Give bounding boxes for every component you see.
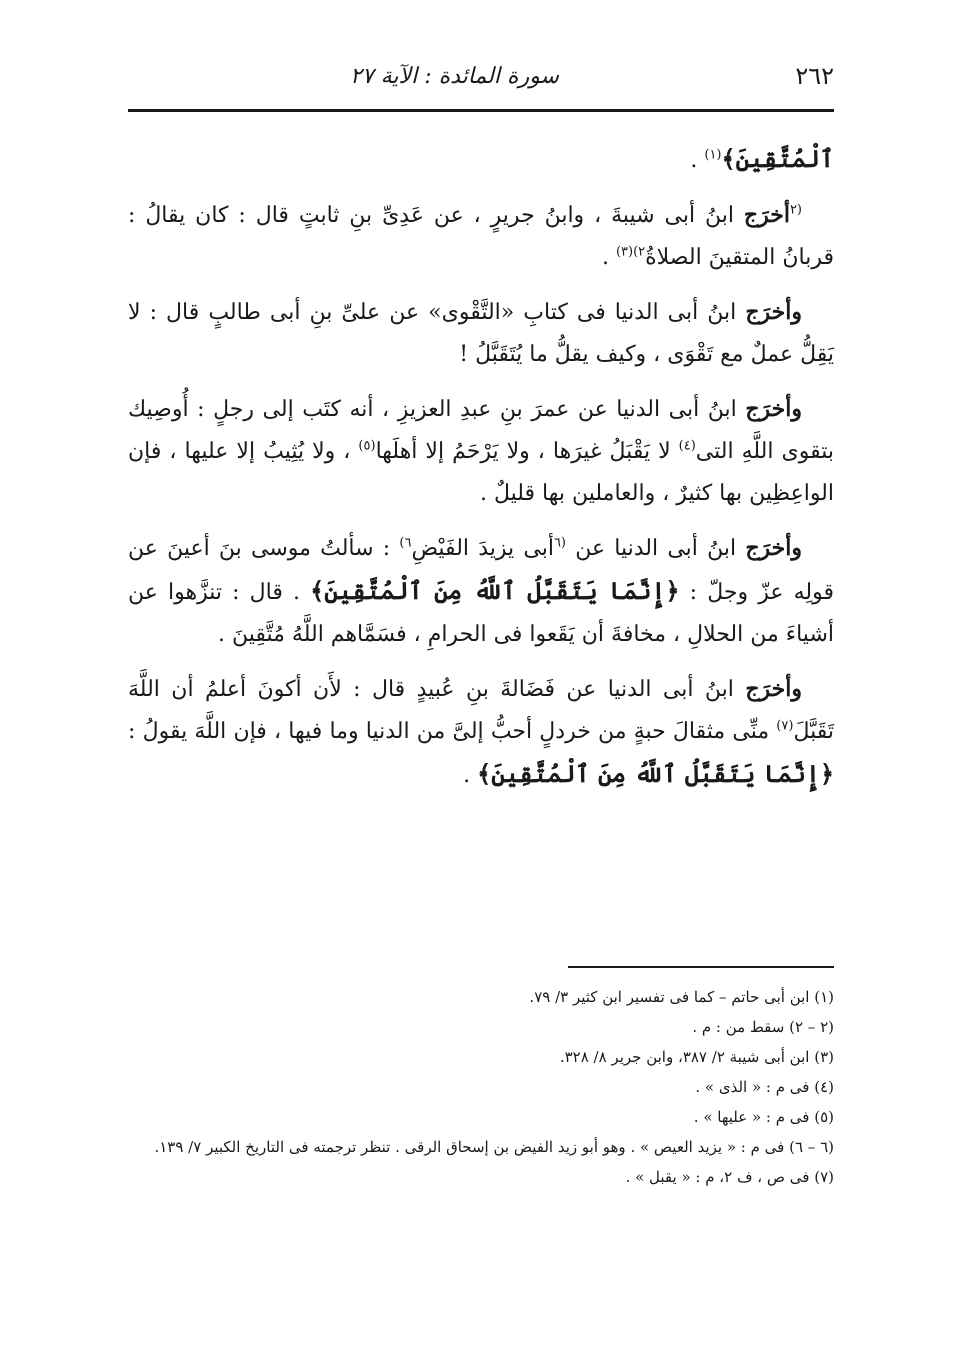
paragraph-text: ابنُ أبى الدنيا عن عمرَ بنِ عبدِ العزيزِ ، أنه كتَب إلى رجلٍ : أُوصِيك بتقوى اللَّهِ التى [128,397,834,464]
paragraph-text: . [601,245,616,270]
main-text [128,138,834,809]
footnotes [128,982,834,1192]
paragraph-fadala [128,668,834,797]
paragraph-text: : سألتُ موسى بنَ أعينَ عن قولِه عزّ وجلّ : [128,536,835,605]
footnote-ref-open: (٢ [789,202,802,218]
footnote-ref: (٥) [358,438,376,454]
paragraph-text: . [463,763,478,788]
footnote-ref: (٣) [615,244,634,260]
quran-verse: ﴿إِنَّمَا يَتَقَبَّلُ ٱللَّهُ مِنَ ٱلْمُتَّقِينَ﴾ [477,759,834,788]
quran-verse: ٱلْمُتَّقِينَ﴾ [721,144,834,173]
footnote-separator [568,966,834,968]
paragraph-text: لا يَقْبَلُ غيرَها ، ولا يَرْحَمُ إلا أهلَها [375,439,679,464]
footnote: (٧) فى ص ، ف ٢، م : « يقبل » . [625,1168,834,1186]
footnote-ref-open: (٦ [553,535,566,551]
lead-word: وأخرَج [745,676,802,702]
paragraph-ali [128,291,834,376]
paragraph-verse-ending [128,138,834,182]
lead-word: وأخرَج [745,299,803,325]
footnote: (٢ – ٢) سقط من : م . [692,1018,834,1036]
footnote: (٦ – ٦) فى م : « يزيد العيص » . وهو أبو زيد الفيض بن إسحاق الرقى . تنظر ترجمته فى التاريخ الكبير ٧/ ١٣٩. [154,1138,834,1156]
footnote-ref: (١) [704,147,722,163]
footnote-ref-close: ٢) [633,244,646,260]
lead-word: وأخرَج [745,396,802,422]
quran-verse: ﴿إِنَّمَا يَتَقَبَّلُ ٱللَّهُ مِنَ ٱلْمُتَّقِينَ﴾ [310,576,680,605]
footnote-ref-close: ٦) [399,535,412,551]
lead-word: أخرَج [743,202,790,228]
footnote-ref: (٧) [776,718,794,734]
footnote: (٤) فى م : « الذى » . [695,1078,834,1096]
header-rule [128,109,834,112]
paragraph-text: ابنُ أبى الدنيا فى كتابِ «التَّقْوى» عن علىِّ بنِ أبى طالبٍ قال : لا يَقِلُّ عملٌ مع تَقْوَى ، وكيف يقلُّ ما يُتَقَبَّلُ ! [128,300,834,367]
footnote: (٣) ابن أبى شيبة ٢/ ٣٨٧، وابن جرير ٨/ ٣٢٨. [559,1048,834,1066]
footnote: (١) ابن أبى حاتم – كما فى تفسير ابن كثير ٣/ ٧٩. [529,988,834,1006]
paragraph-text: ابنُ أبى الدنيا عن [566,536,746,561]
paragraph-text: . قال : تنزَّهوا عن أشياءَ من الحلالِ ، مخافةَ أن يَقَعوا فى الحرامِ ، فسَمَّاهم اللَّهُ مُتَّقِينَ . [128,580,834,647]
footnote: (٥) فى م : « عليها » . [693,1108,834,1126]
page-number: ٢٦٢ [795,62,834,90]
paragraph-text: . [690,148,705,173]
paragraph-text: منِّى مثقالَ حبةٍ من خردلٍ أحبُّ إلىَّ من الدنيا وما فيها ، فإن اللَّهَ يقولُ : [128,719,777,744]
running-title: سورة المائدة : الآية ٢٧ [350,64,559,89]
paragraph-text: ابنُ أبى شيبةَ ، وابنُ جريرٍ ، عن عَدِىِّ بنِ ثابتٍ قال : كان يقالُ : قربانُ المتقينَ الصلاةُ [128,203,834,270]
running-head [128,62,834,96]
paragraph-ibn-abi-shayba [128,194,834,279]
paragraph-abu-yazid [128,527,834,656]
paragraph-text: ابنُ أبى الدنيا عن فَضَالةَ بنِ عُبيدٍ قال : لأَن أكونَ أعلمُ أن اللَّهَ تَقَبَّلَ [128,677,834,744]
paragraph-umar [128,388,834,515]
footnote-ref: (٤) [678,438,696,454]
paragraph-text: أبى يزيدَ الفَيْضِ [411,536,554,561]
lead-word: وأخرَج [745,535,802,561]
paragraph-text: ، ولا يُثِيبُ إلا عليها ، فإن الواعِظِين بها كثيرٌ ، والعاملين بها قليلٌ . [128,439,834,506]
